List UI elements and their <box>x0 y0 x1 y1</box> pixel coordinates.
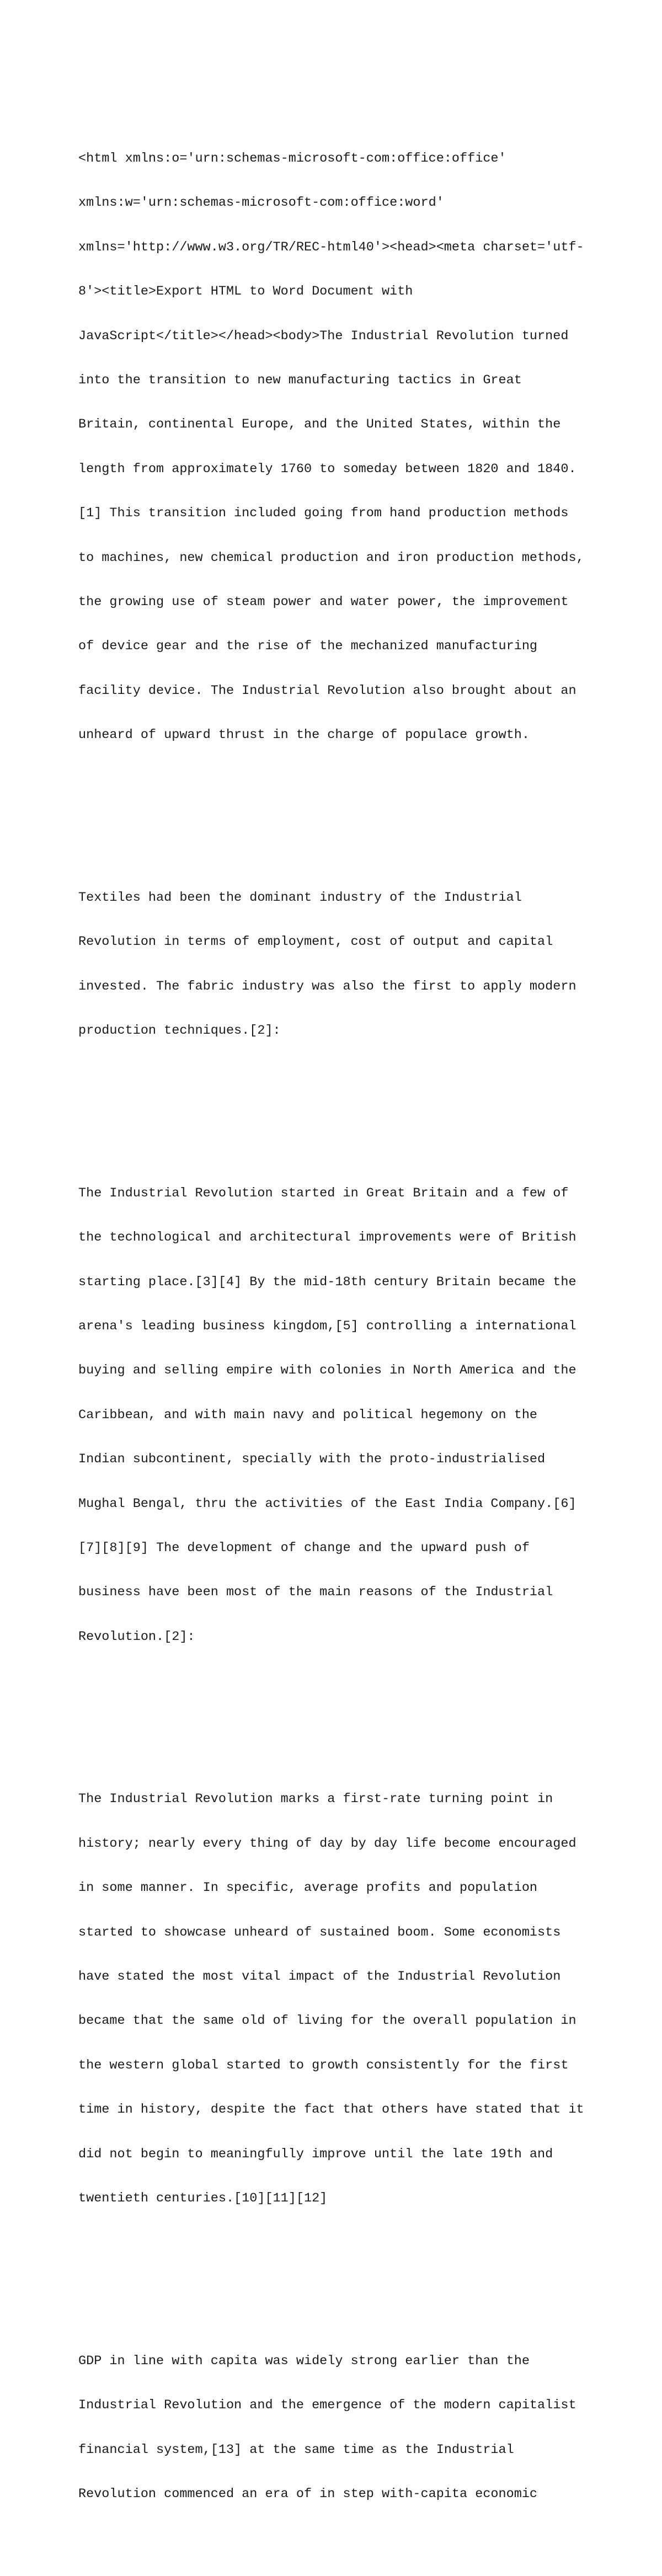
text-line: in some manner. In specific, average profits and population <box>78 1880 538 1896</box>
paragraph-3 <box>78 1157 597 1674</box>
text-line: JavaScript</title></head><body>The Industrial Revolution turned <box>78 328 569 344</box>
text-line: [7][8][9] The development of change and the upward push of <box>78 1540 530 1556</box>
text-line: production techniques.[2]: <box>78 1023 281 1038</box>
text-line: length from approximately 1760 to someday between 1820 and 1840. <box>78 461 576 477</box>
text-line: unheard of upward thrust in the charge of populace growth. <box>78 728 530 743</box>
paragraph-gap <box>78 1704 597 1719</box>
text-line: started to showcase unheard of sustained boom. Some economists <box>78 1925 561 1940</box>
text-line: into the transition to new manufacturing tactics in Great <box>78 372 522 388</box>
document-body <box>78 78 597 2576</box>
text-line: invested. The fabric industry was also the first to apply modern <box>78 979 576 994</box>
text-line: time in history, despite the fact that others have stated that it <box>78 2102 584 2118</box>
text-line: arena's leading business kingdom,[5] controlling a international <box>78 1318 576 1334</box>
text-line: facility device. The Industrial Revolution also brought about an <box>78 683 576 698</box>
text-line: The Industrial Revolution started in Great Britain and a few of <box>78 1185 569 1201</box>
text-line: buying and selling empire with colonies in North America and the <box>78 1363 576 1378</box>
text-line: Revolution.[2]: <box>78 1629 195 1644</box>
text-line: twentieth centuries.[10][11][12] <box>78 2190 328 2206</box>
paragraph-4 <box>78 1763 597 2236</box>
text-line: xmlns:w='urn:schemas-microsoft-com:office:word' <box>78 195 444 211</box>
text-line: financial system,[13] at the same time as the Industrial <box>78 2442 514 2457</box>
text-line: the western global started to growth consistently for the first <box>78 2057 569 2073</box>
text-line: Britain, continental Europe, and the United States, within the <box>78 417 561 432</box>
paragraph-gap <box>78 802 597 817</box>
text-line: Revolution in terms of employment, cost of output and capital <box>78 934 553 950</box>
text-line: Mughal Bengal, thru the activities of the East India Company.[6] <box>78 1496 576 1511</box>
text-line: Industrial Revolution and the emergence of the modern capitalist <box>78 2398 576 2413</box>
text-line: of device gear and the rise of the mechanized manufacturing <box>78 639 538 654</box>
text-line: have stated the most vital impact of the Industrial Revolution <box>78 1969 561 1984</box>
text-line: Revolution commenced an era of in step with-capita economic <box>78 2486 538 2502</box>
text-line: the technological and architectural improvements were of British <box>78 1230 576 1246</box>
text-line: 8'><title>Export HTML to Word Document with <box>78 284 413 300</box>
text-line: Caribbean, and with main navy and political hegemony on the <box>78 1407 538 1423</box>
paragraph-5 <box>78 2324 597 2531</box>
paragraph-1 <box>78 122 597 772</box>
text-line: the growing use of steam power and water power, the improvement <box>78 594 569 610</box>
text-line: history; nearly every thing of day by day life become encouraged <box>78 1836 576 1851</box>
paragraph-2 <box>78 861 597 1068</box>
text-line: GDP in line with capita was widely strong earlier than the <box>78 2353 530 2369</box>
text-line: starting place.[3][4] By the mid-18th century Britain became the <box>78 1274 576 1290</box>
text-line: business have been most of the main reasons of the Industrial <box>78 1585 553 1600</box>
text-line: <html xmlns:o='urn:schemas-microsoft-com:office:office' <box>78 151 506 166</box>
paragraph-gap <box>78 2265 597 2280</box>
text-line: The Industrial Revolution marks a first-rate turning point in <box>78 1792 553 1807</box>
text-line: [1] This transition included going from hand production methods <box>78 506 569 521</box>
text-line: became that the same old of living for the overall population in <box>78 2013 576 2029</box>
text-line: Textiles had been the dominant industry of the Industrial <box>78 890 522 905</box>
paragraph-gap <box>78 1098 597 1113</box>
text-line: xmlns='http://www.w3.org/TR/REC-html40'><head><meta charset='utf- <box>78 239 584 255</box>
text-line: to machines, new chemical production and iron production methods, <box>78 550 584 565</box>
text-line: did not begin to meaningfully improve until the late 19th and <box>78 2146 553 2162</box>
text-line: Indian subcontinent, specially with the proto-industrialised <box>78 1452 546 1467</box>
